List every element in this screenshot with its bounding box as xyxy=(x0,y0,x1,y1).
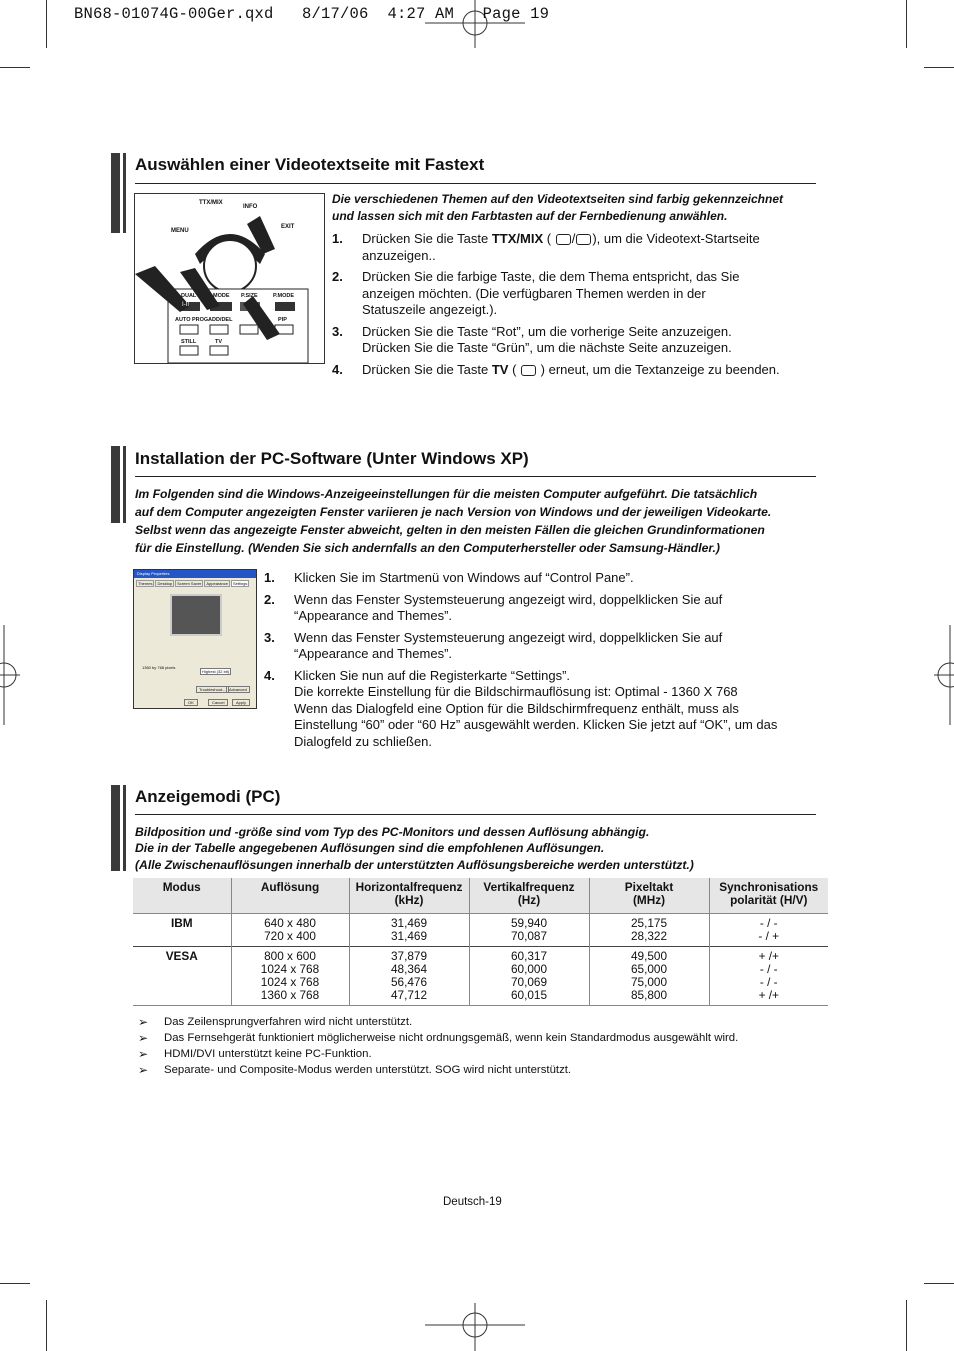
table-row: VESA 800 x 600 1024 x 768 1024 x 768 1360 x 768 37,879 48,364 56,476 47,712 60,317 60,000 70,069 60,015 49,500 65,000 75,000 85,800 + /+ - / - - / - + /+ xyxy=(133,947,828,1006)
crop-mark xyxy=(924,67,954,68)
note-item: ➢ HDMI/DVI unterstützt keine PC-Funktion. xyxy=(138,1047,372,1061)
arrow-icon: ➢ xyxy=(138,1047,149,1061)
page-number: Deutsch-19 xyxy=(443,1196,502,1208)
divider xyxy=(135,183,816,184)
intro-fastext: Die verschiedenen Themen auf den Videotextseiten sind farbig gekennzeichnet und lassen sich mit den Farbtasten auf der Fernbedienung anwählen. xyxy=(332,192,784,223)
label-autoprog: AUTO PROG. xyxy=(175,317,210,323)
label-ttx: TTX/MIX xyxy=(199,200,223,206)
step: 1. Drücken Sie die Taste TTX/MIX ( / ), um die Videotext-Startseite anzuzeigen.. xyxy=(332,231,760,263)
print-slug: BN68-01074G-00Ger.qxd 8/17/06 4:27 AM Page 19 xyxy=(74,5,550,23)
label-dual: DUAL xyxy=(181,293,197,299)
display-properties-screenshot xyxy=(133,569,257,709)
monitor-preview xyxy=(170,594,222,636)
ttx-mix-icon: / xyxy=(555,231,593,246)
label-menu: MENU xyxy=(171,228,189,234)
display-modes-table xyxy=(133,878,828,1006)
registration-mark-left xyxy=(0,625,20,725)
cancel-button[interactable]: Cancel xyxy=(208,699,228,706)
section-bar xyxy=(111,446,120,523)
advanced-button[interactable]: Advanced xyxy=(226,686,250,693)
col-header-modus: Modus xyxy=(133,878,231,914)
label-info: INFO xyxy=(243,204,258,210)
crop-mark xyxy=(46,0,47,48)
col-header-synchronisation: Synchronisations polarität (H/V) xyxy=(709,878,828,914)
note-item: ➢ Das Fernsehgerät funktioniert möglicherweise nicht ordnungsgemäß, wenn kein Standardmodus ausgewählt wird. xyxy=(138,1031,739,1045)
step: 2. Wenn das Fenster Systemsteuerung angezeigt wird, doppelklicken Sie auf “Appearance and Themes”. xyxy=(264,591,723,623)
col-header-horizontalfrequenz: Horizontalfrequenz (kHz) xyxy=(349,878,469,914)
section-title-display-modes: Anzeigemodi (PC) xyxy=(135,787,281,806)
label-iii: I-II xyxy=(182,302,189,308)
crop-mark xyxy=(0,67,30,68)
arrow-icon: ➢ xyxy=(138,1031,149,1045)
label-psize: P.SIZE xyxy=(241,293,258,299)
section-bar xyxy=(111,153,120,233)
intro-pc-software: Im Folgenden sind die Windows-Anzeigeeinstellungen für die meisten Computer aufgeführt. Die tatsächlich auf dem Computer angezeigten Fenster variieren je nach Version von Windows und der jeweiligen Videokarte. Selbst wenn das angezeigte Fenster abweicht, gelten in den meisten Fällen die gleichen Grundinformationen für die Einstellung. (Wenden Sie sich andernfalls an den Computerhersteller oder Samsung-Händler.) xyxy=(135,487,772,555)
registration-mark-bottom xyxy=(425,1303,525,1351)
steps-pc-software xyxy=(264,570,820,755)
step: 1. Klicken Sie im Startmenü von Windows auf “Control Pane”. xyxy=(264,570,634,585)
step: 4. Drücken Sie die Taste TV ( ) erneut, um die Textanzeige zu beenden. xyxy=(332,361,780,377)
section-title-pc-software: Installation der PC-Software (Unter Windows XP) xyxy=(135,449,529,468)
intro-display-modes: Bildposition und -größe sind vom Typ des PC-Monitors und dessen Auflösung abhängig. Die in der Tabelle angegebenen Auflösungen sind die empfohlenen Auflösungen. (Alle Zwischenauflösungen innerhalb der unterstützten Auflösungsbereiche werden unterstützt.) xyxy=(135,825,694,872)
apply-button[interactable]: Apply xyxy=(232,699,250,706)
label-pip: PIP xyxy=(278,317,287,323)
col-header-pixeltakt: Pixeltakt (MHz) xyxy=(589,878,709,914)
step: 3. Drücken Sie die Taste “Rot”, um die vorherige Seite anzuzeigen. Drücken Sie die Taste “Grün”, um die nächste Seite anzuzeigen. xyxy=(332,323,732,355)
note-item: ➢ Das Zeilensprungverfahren wird nicht unterstützt. xyxy=(138,1015,413,1029)
registration-mark-right xyxy=(934,625,954,725)
divider xyxy=(135,476,816,477)
step: 4. Klicken Sie nun auf die Registerkarte “Settings”. Die korrekte Einstellung für die Bildschirmauflösung ist: Optimal - 1360 X 768 Wenn das Dialogfeld eine Option für die Bildschirmfrequenz enthält, muss als Einstellung “60” oder “60 Hz” ausgewählt werden. Klicken Sie jetzt auf “OK”, um das Dialogfeld zu schließen. xyxy=(264,667,778,749)
col-header-vertikalfrequenz: Vertikalfrequenz (Hz) xyxy=(469,878,589,914)
section-title-fastext: Auswählen einer Videotextseite mit Fastext xyxy=(135,155,485,174)
dialog-titlebar: Display Properties xyxy=(134,570,256,578)
col-header-aufloesung: Auflösung xyxy=(231,878,349,914)
crop-mark xyxy=(906,0,907,48)
crop-mark xyxy=(0,1283,30,1284)
label-still: STILL xyxy=(181,339,197,345)
remote-control-illustration xyxy=(134,193,325,364)
arrow-icon: ➢ xyxy=(138,1015,149,1029)
note-item: ➢ Separate- und Composite-Modus werden unterstützt. SOG wird nicht unterstützt. xyxy=(138,1063,572,1077)
table-row: IBM 640 x 480 720 x 400 31,469 31,469 59,940 70,087 25,175 28,322 - / - - / + xyxy=(133,914,828,947)
divider xyxy=(135,814,816,815)
notes-list xyxy=(138,1014,818,1078)
label-mode: MODE xyxy=(213,293,230,299)
dialog-tabs: Themes Desktop Screen Saver Appearance Settings xyxy=(138,581,248,586)
step: 2. Drücken Sie die farbige Taste, die dem Thema entspricht, das Sie anzeigen möchten. (Die verfügbaren Themen werden in der Statuszeile angezeigt.). xyxy=(332,269,740,317)
label-exit: EXIT xyxy=(281,224,295,230)
label-tv: TV xyxy=(215,339,223,345)
crop-mark xyxy=(906,1300,907,1351)
crop-mark xyxy=(924,1283,954,1284)
quality-value: Highest (32 bit) xyxy=(202,669,230,674)
crop-mark xyxy=(46,1300,47,1351)
label-adddel: ADD/DEL xyxy=(208,317,233,323)
tv-icon xyxy=(521,365,536,376)
arrow-icon: ➢ xyxy=(138,1063,149,1077)
resolution-value: 1360 by 768 pixels xyxy=(142,665,176,670)
step: 3. Wenn das Fenster Systemsteuerung angezeigt wird, doppelklicken Sie auf “Appearance and Themes”. xyxy=(264,629,723,661)
steps-fastext xyxy=(332,231,816,383)
troubleshoot-button[interactable]: Troubleshoot... xyxy=(196,686,229,693)
label-pmode: P.MODE xyxy=(273,293,294,299)
ok-button[interactable]: OK xyxy=(184,699,198,706)
section-bar xyxy=(111,785,120,871)
